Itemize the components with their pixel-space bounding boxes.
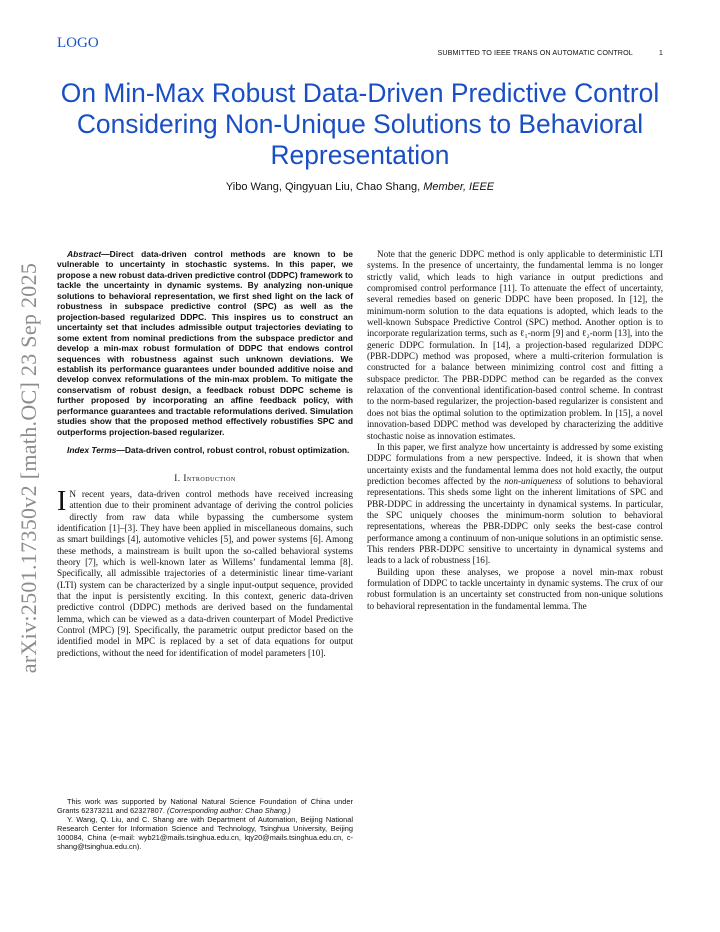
arxiv-stamp: [12, 248, 46, 688]
index-terms: [57, 445, 353, 455]
footnote-funding: [57, 797, 353, 815]
left-column: [57, 249, 353, 659]
author-membership: Member, IEEE: [423, 181, 495, 193]
intro-paragraph-1: [57, 485, 353, 659]
journal-logo: LOGO: [57, 35, 99, 51]
running-head: [437, 48, 663, 57]
drop-cap: I: [57, 485, 67, 517]
abstract-text: Direct data-driven control methods are known to be vulnerable to uncertainty in stochastic systems. In this paper, we propose a new robust data-driven predictive control (DDPC) framework to tackle the uncertainty in dynamic systems. By analyzing non-unique solutions to behavioral representation, we first shed light on the lack of robustness in subspace predictive control (SPC) as well as the projection-based regularized DDPC. This inspires us to construct an uncertainty set that includes admissible output trajectories deviating to some extent from nominal predictions from the subspace predictor and develop a min-max robust formulation of DDPC that endows control sequences with robustness against such unknown deviations. We establish its performance guarantees under bounded additive noise and develop convex reformulations of the min-max problem. To mitigate the conservatism of robust design, a feedback robust DDPC scheme is further proposed by incorporating an affine feedback policy, with performance guarantees and tractable reformulations derived. Simulation studies show that the proposed method effectively robustifies SPC and outperforms projection-based regularizer.: [57, 249, 353, 437]
author-names: Yibo Wang, Qingyuan Liu, Chao Shang,: [225, 181, 421, 193]
index-terms-label: Index Terms—: [67, 445, 125, 456]
paper-title: On Min-Max Robust Data-Driven Predictive Control Considering Non-Unique Solutions to Behavioral Representation: [60, 78, 660, 170]
emphasis-non-uniqueness: non-uniqueness: [504, 475, 562, 486]
running-head-title: SUBMITTED TO IEEE TRANS ON AUTOMATIC CONTROL: [437, 48, 633, 57]
author-line: [57, 181, 663, 193]
right-column: [367, 249, 663, 612]
index-terms-text: Data-driven control, robust control, robust optimization.: [124, 445, 350, 456]
intro-paragraph-2: Note that the generic DDPC method is only applicable to deterministic LTI systems. In the presence of uncertainty, the fundamental lemma is no longer strictly valid, which leads to high variance in output predictions and compromised control performance [11]. To attenuate the effect of uncertainty, several remedies based on generic DDPC have been proposed. In [12], the minimum-norm solution to the data equations is adopted, which leads to the well-known Subspace Predictive Control (SPC) method. Another option is to incorporate regularization terms, such as ℓ₁-norm [9] and ℓ₂-norm [13], into the generic DDPC formulation. In [14], a projection-based regularized DDPC (PBR-DDPC) method was proposed, where a multi-criterion formulation is constructed for a balance between minimizing control cost and fitting a subspace predictor. The PBR-DDPC method can be regarded as the convex relaxation of the conventional identification-based control scheme. In contrast to the norm-based regularizer, the projection-based regularizer is consistent and does not bias the optimal solution to the optimization problem. In [15], a novel innovation-based DDPC method was developed by characterizing the additive stochastic noise as innovation estimates.: [367, 249, 663, 441]
page-number: 1: [658, 48, 663, 57]
intro-paragraph-3-text-b: of solutions to behavioral representations. This sheds some light on the inherent limitations of SPC and PBR-DDPC in addressing the uncertainty in dynamical systems. In particular, the SPC uniquely chooses the minimum-norm solution to behavioral representations, whereas the PBR-DDPC only seeks the best-case control performance among a continuum of non-unique solutions in an optimistic sense. This renders PBR-DDPC sensitive to uncertainty in dynamical systems and leads to a lack of robustness [16].: [367, 475, 663, 566]
section-heading-introduction: I. Introduction: [174, 472, 236, 483]
intro-paragraph-3-text-a: In this paper, we first analyze how uncertainty is addressed by some existing DDPC formulations from a new perspective. Indeed, it is shown that when uncertainty exists and the fundamental lemma does not hold exactly, the output prediction becomes affected by the: [367, 441, 663, 486]
intro-paragraph-3: [367, 442, 663, 567]
footnote-funding-text: This work was supported by National Natural Science Foundation of China under Grants 62373211 and 62327807.: [57, 797, 353, 815]
footnote-corresponding-author: (Corresponding author: Chao Shang.): [167, 806, 291, 815]
footnote: [57, 797, 353, 851]
footnote-affiliation: Y. Wang, Q. Liu, and C. Shang are with Department of Automation, Beijing National Research Center for Information Science and Technology, Tsinghua University, Beijing 100084, China (e-mail: wyb21@mails.tsinghua.edu.cn, lqy20@mails.tsinghua.edu.cn, c-shang@tsinghua.edu.cn).: [57, 815, 353, 851]
arxiv-stamp-text: arXiv:2501.17350v2 [math.OC] 23 Sep 2025: [16, 262, 41, 674]
abstract: [57, 249, 353, 437]
intro-paragraph-1-text: N recent years, data-driven control methods have received increasing attention due to their prominent advantage of deriving the control policies directly from raw data while bypassing the cumbersome system identification [1]–[3]. They have been applied in miscellaneous domains, such as smart buildings [4], automotive vehicles [5], and power systems [6]. Among these methods, a mainstream is built upon the so-called behavioral systems theory [7], which is well-known later as Willems’ fundamental lemma [8]. Specifically, all admissible trajectories of a deterministic linear time-variant (LTI) system can be characterized by a single input-output sequence, provided that the input is persistently exciting. In this context, generic data-driven predictive control (DDPC) methods are derived based on the fundamental lemma, which can be viewed as a data-driven counterpart of Model Predictive Control (MPC) [9]. Specifically, the parametric output predictor based on the identified model in MPC is replaced by a set of data equations for output predictions, without the need for identification of model parameters [10].: [57, 488, 353, 658]
abstract-label: Abstract—: [67, 249, 110, 259]
intro-paragraph-4: Building upon these analyses, we propose a novel min-max robust formulation of DDPC to tackle uncertainty in dynamic systems. The crux of our robust formulation is an uncertainty set constructed from non-unique solutions to behavioral representation in the fundamental lemma. The: [367, 566, 663, 611]
